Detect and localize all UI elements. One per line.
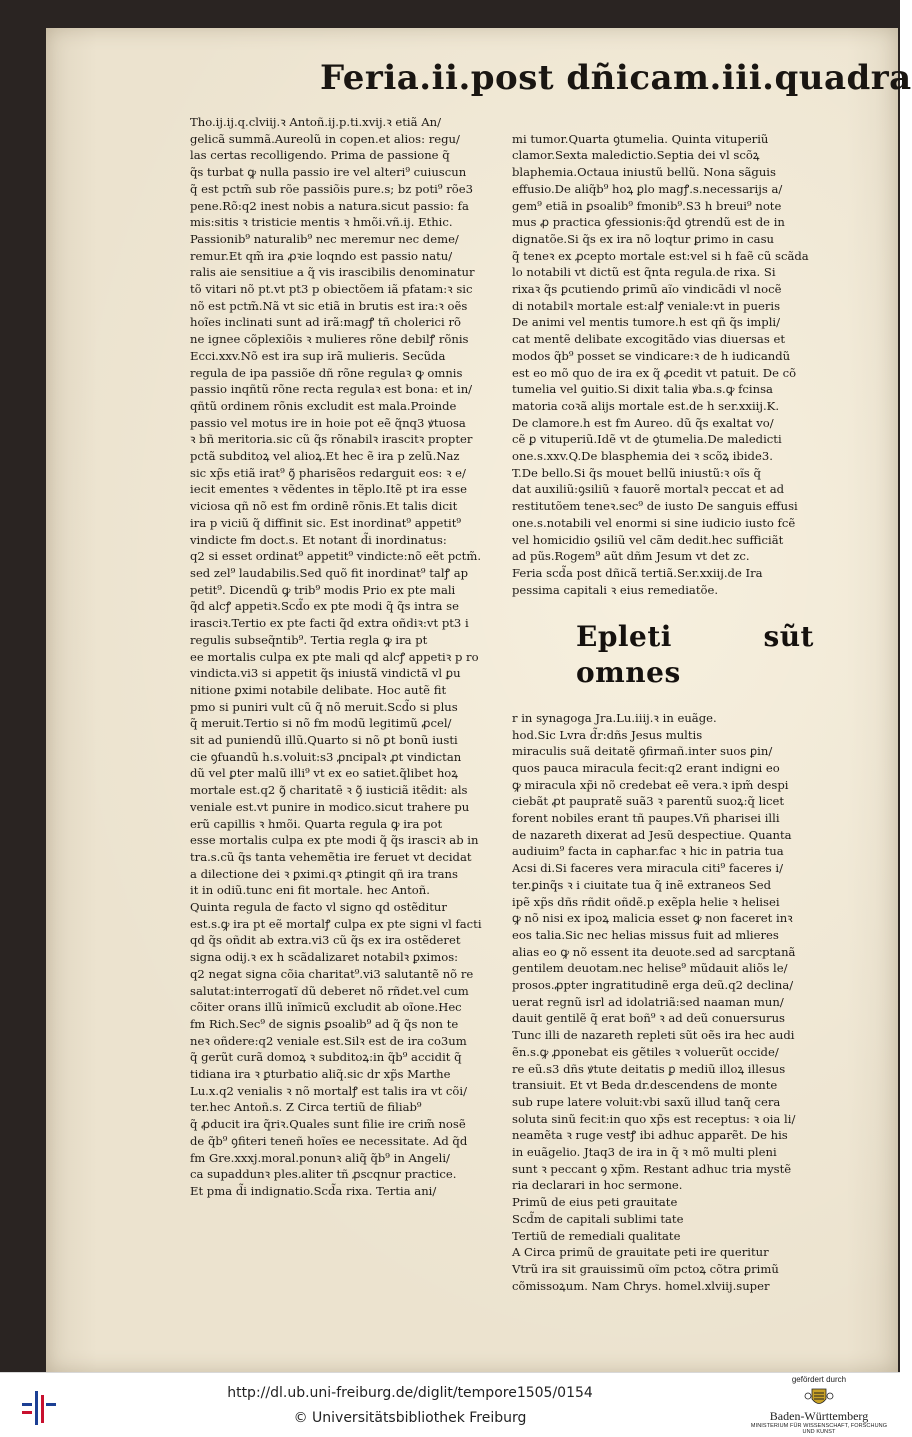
document-url[interactable]: http://dl.ub.uni-freiburg.de/diglit/tempore1505/0154 [227,1385,593,1401]
state-crest-icon [804,1386,834,1410]
right-column-bottom-text: r in synagoga Jra.Lu.iiij.ꝛ in euãge. hod.Sic Lvra d̃r:dñs Jesus multis miraculis suã deitatẽ ꝯfirmañ.inter suos ꝑin/ quos pauca miracula fecit:q2 erant indigni eo ꝙ miracula xp̃i nõ credebat eẽ vera.ꝛ ipm̃ despi ciebãt ꝓt paupratẽ suã3 ꝛ parentũ suoꝝ:q̃ licet forent nobiles erant tñ paupes.Vñ pharisei illi de nazareth dixerat ad Jesũ despectiue. Quanta audiuim⁹ facta in caphar.fac ꝛ hic in patria tua Acsi di.Si faceres vera miracula citi⁹ faceres i/ ter.ꝑinq̃s ꝛ i ciuitate tua q̃ inẽ extraneos Sed ipẽ xp̃s dñs rñdit oñdẽ.p exẽpla helie ꝛ helisei ꝙ nõ nisi ex ipoꝝ malicia esset ꝙ non faceret inꝛ eos talia.Sic nec helias missus fuit ad mlieres alias eo ꝙ nõ essent ita deuote.sed ad sarcptanã gentilem deuotam.nec helise⁹ mũdauit aliõs le/ prosos.ꝓpter ingratitudinẽ erga deũ.q2 declina/ uerat regnũ isrl ad idolatriã:sed naaman mun/ dauit gentilẽ q̃ erat boñ⁹ ꝛ ad deũ conuersurus Tunc illi de nazareth repleti sũt oẽs ira hec audi ẽn.s.ꝙ ꝓponebat eis gẽtiles ꝛ voluerũt occide/ re eũ.s3 dñs ꝟtute deitatis ꝑ mediũ illoꝝ illesus transiuit. Et vt Beda dr.descendens de monte sub rupe latere voluit:vbi saxũ illud tanq̃ cera soluta sinũ fecit:in quo xp̃s est receptus: ꝛ oia li/ neamẽta ꝛ ruge vestꝭ ibi adhuc apparẽt. De his in euãgelio. Jtaq3 de ira in q̃ ꝛ mõ multi pleni sunt ꝛ peccant ꝯ xp̃m. Restant adhuc tria mystẽ ria declarari in hoc sermone. Primũ de eius peti grauitate Scd̃m de capitali sublimi tate Tertiũ de remediali qualitate A Circa primũ de grauitate peti ire queritur Vtrũ ira sit grauissimũ oĩm pctoꝝ cõtra ꝑrimũ cõmissoꝝum. Nam Chrys. homel.xlviij.super [512,710,796,1293]
sponsor-label: gefördert durch [791,1375,847,1384]
viewer-footer [0,1372,900,1437]
sponsor-block [744,1375,894,1435]
left-text-column: Tho.ij.ij.q.clviij.ꝛ Antoñ.ij.p.ti.xvij.ꝛ etiã An/ gelicã summã.Aureolũ in copen.et alios: regu/ las certas recolligendo. Prima de passione q̃ q̃s turbat ꝙ nulla passio ire vel alteri⁹ cuiuscun q̃ est pctm̃ sub rõe passiõis pure.s; bz poti⁹ rõe3 pene.Rõ:q2 inest nobis a natura.sicut passio: fa mis:sitis ꝛ tristicie mentis ꝛ hmõi.vñ.ij. Ethic. Passionib⁹ naturalib⁹ nec meremur nec deme/ remur.Et qm̃ ira ꝓꝛie loqndo est passio natu/ ralis aie sensitiue a q̃ vis irascibilis denominatur tõ vitari nõ pt.vt pt3 p obiectõem iã pfatam:ꝛ sic nõ est pctm̃.Nã vt sic etiã in brutis est ira:ꝛ oẽs hoĩes inclinati sunt ad irã:magꝭ tñ cholerici rõ ne ignee cõplexiõis ꝛ mulieres rõne debilꝭ rõnis Ecci.xxv.Nõ est ira sup irã mulieris. Secũda regula de ipa passiõe dñ rõne regulaꝛ ꝙ omnis passio inqñtũ rõne recta regulaꝛ est bona: et in/ qñtũ ordinem rõnis excludit est mala.Proinde passio vel motus ire in hoie pot eẽ q̃nq3 ꝟtuosa ꝛ bñ meritoria.sic cũ q̃s rõnabilꝛ irascitꝛ propter pctã subditoꝝ vel alioꝝ.Et hec ẽ ira p zelũ.Naz sic xp̃s etiã irat⁹ ꝯ̃ pharisẽos redarguit eos: ꝛ e/ iecit ementes ꝛ vẽdentes in tẽplo.Itẽ pt ira esse viciosa qñ nõ est fm ordinẽ rõnis.Et talis dicit ira p viciũ q̃ diffinit sic. Est inordinat⁹ appetit⁹ vindicte fm doct.s. Et notant d̃i inordinatus: q2 si esset ordinat⁹ appetit⁹ vindicte:nõ eẽt pctm̃. sed zel⁹ laudabilis.Sed quõ fit inordinat⁹ talꝭ ap petit⁹. Dicendũ ꝙ trib⁹ modis Prio ex pte mali q̃d alcꝭ appetiꝛ.Scd̃o ex pte modi q̃ q̃s intra se irasciꝛ.Tertio ex pte facti q̃d extra oñdiꝛ:vt pt3 i regulis subseq̃ntib⁹. Tertia regla ꝙ ira pt ee mortalis culpa ex pte mali qd alcꝭ appetiꝛ p ro vindicta.vi3 si appetit q̃s iniustã vindictã vl ꝑu nitione ꝑximi notabile delibate. Hoc autẽ fit pmo si puniri vult cũ q̃ nõ meruit.Scd̃o si plus q̃ meruit.Tertio si nõ fm modũ legitimũ ꝓcel/ sit ad puniendũ illũ.Quarto si nõ ꝑt bonũ iusti cie ꝯfuandũ h.s.voluit:s3 ꝓncipalꝛ ꝓt vindictan dũ vel ꝑter malũ illi⁹ vt ex eo satiet.q̃libet hoꝝ mortale est.q2 ꝯ̃ charitatẽ ꝛ ꝯ̃ iusticiã itẽdit: als veniale est.vt punire in modico.sicut trahere pu erũ capillis ꝛ hmõi. Quarta regula ꝙ ira pot esse mortalis culpa ex pte modi q̃ q̃s irasciꝛ ab in tra.s.cũ q̃s tanta vehemẽtia ire feruet vt decidat a dilectione dei ꝛ ꝑximi.qꝛ ꝓtingit qñ ira trans it in odiũ.tunc eni fit mortale. hec Antoñ. Quinta regula de facto vl signo qd ostẽditur est.s.ꝙ ira pt eẽ mortalꝭ culpa ex pte signi vl facti qd q̃s oñdit ab extra.vi3 cũ q̃s ex ira ostẽderet signa odij.ꝛ ex h scãdalizaret notabilꝛ ꝑximos: q2 negat signa cõia charitat⁹.vi3 salutantẽ nõ re salutat:interrogatĩ dũ deberet nõ rñdet.vel cum cõiter orans illũ inĩmicũ excludit ab oĩone.Hec fm Rich.Sec⁹ de signis ꝑsoalib⁹ ad q̃ q̃s non te neꝛ oñdere:q2 veniale est.Silꝛ est de ira co3um q̃ gerũt curã domoꝝ ꝛ subditoꝝ:in q̃b⁹ accidit q̃ tidiana ira ꝛ ꝑturbatio aliq̃.sic dr xp̃s Marthe Lu.x.q2 venialis ꝛ nõ mortalꝭ est talis ira vt cõi/ ter.hec Antoñ.s. Z Circa tertiũ de filiab⁹ q̃ ꝓducit ira q̃riꝛ.Quales sunt filie ire crim̃ nosẽ de q̃b⁹ ꝯfiteri teneñ hoĩes ee necessitate. Ad q̃d fm Gre.xxxj.moral.ponunꝛ aliq̃ q̃b⁹ in Angeli/ ca supaddunꝛ ples.aliter tñ ꝓscqnur practice. Et pma d̃i indignatio.Scd̃a rixa. Tertia ani/ [190,115,482,1198]
sponsor-name: Baden-Württemberg [769,1409,869,1423]
sponsor-ministry: MINISTERIUM FÜR WISSENSCHAFT, FORSCHUNG UND KUNST [750,1423,888,1435]
right-column-top-text: mi tumor.Quarta ꝯtumelia. Quinta vituperiũ clamor.Sexta maledictio.Septia dei vl scõꝝ blaphemia.Octaua iniustũ bellũ. Nona sãguis effusio.De aliq̃b⁹ hoꝝ ꝑlo magꝭ.s.necessarijs a/ gem⁹ etiã in ꝑsoalib⁹ fmonib⁹.S3 h breui⁹ note mus ꝓ practica ꝯfessionis:q̃d ꝯtrendũ est de in dignatõe.Si q̃s ex ira nõ loqtur ꝑrimo in casu q̃ teneꝛ ex ꝓcepto mortale est:vel si h faẽ cũ scãda lo notabili vt dictũ est q̃nta regula.de rixa. Si rixaꝛ q̃s ꝑcutiendo ꝑrimũ aĩo vindicãdi vl nocẽ di notabilꝛ mortale est:alꝭ veniale:vt in pueris De animi vel mentis tumore.h est qñ q̃s impli/ cat mentẽ delibate excogitãdo vias diuersas et modos q̃b⁹ posset se vindicare:ꝛ de h iudicandũ est eo mõ quo de ira ex q̃ ꝓcedit vt patuit. De cõ tumelia vel ꝯuitio.Si dixit talia ꝟba.s.ꝙ fcinsa matoria coꝛã alijs mortale est.de h ser.xxiij.K. De clamore.h est fm Aureo. dũ q̃s exaltat vo/ cẽ ꝑ vituperiũ.Idẽ vt de ꝯtumelia.De maledicti one.s.xxv.Q.De blasphemia dei ꝛ scõꝝ ibide3. T.De bello.Si q̃s mouet bellũ iniustũ:ꝛ oĩs q̃ dat auxiliũ:ꝯsiliũ ꝛ fauorẽ mortalꝛ peccat et ad restitutõem teneꝛ.sec⁹ de iusto De sanguis effusi one.s.notabili vel enormi si sine iudicio iusto fcẽ vel homicidio ꝯsiliũ vel cãm dedit.hec sufficiãt ad pũs.Rogem⁹ aũt dñm Jesum vt det zc. Feria scd̃a post dñicã tertiã.Ser.xxiij.de Ira pessima capitali ꝛ eius remediatõe. [512,131,809,597]
page-header: Feria.ii.post dñicam.iii.quadra [320,58,912,98]
copyright-notice: © Universitätsbibliothek Freiburg [293,1410,527,1426]
section-heading: Epleti sũt omnes [576,620,814,690]
right-text-column [512,114,814,1293]
